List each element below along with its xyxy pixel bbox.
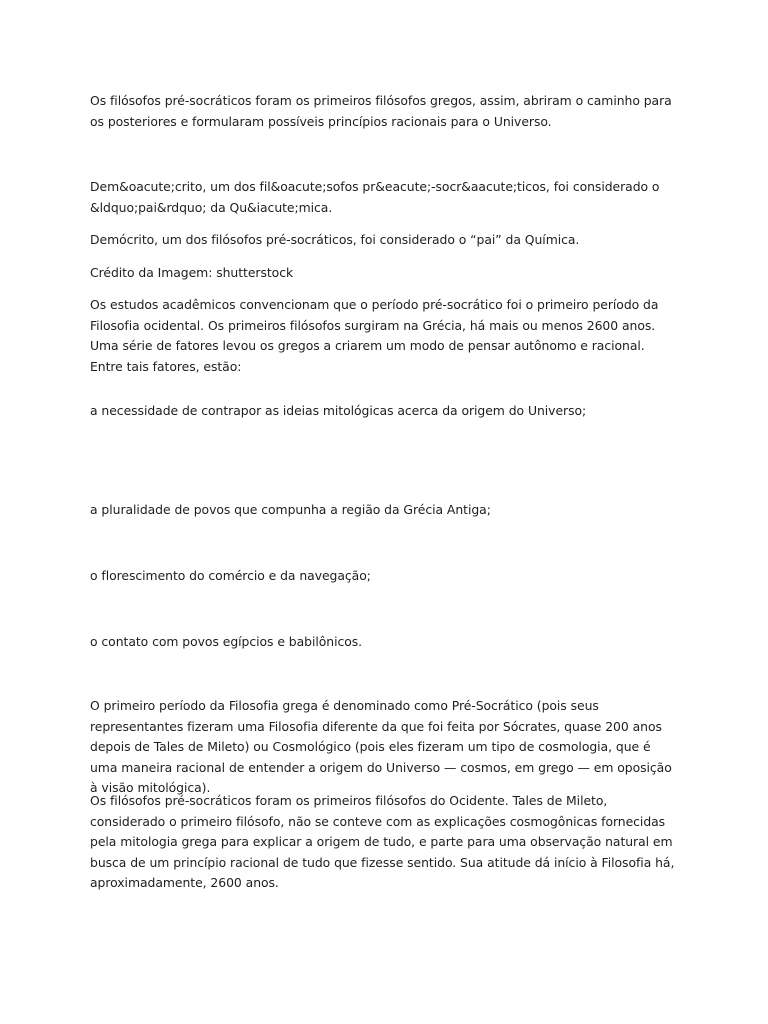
image-credit: Crédito da Imagem: shutterstock bbox=[90, 265, 294, 280]
studies-paragraph: Os estudos acadêmicos convencionam que o período pré-socrático foi o primeiro período da Filosofia ocidental. Os primeiros filósofos surgiram na Grécia, há mais ou menos 2600 anos. Uma série de fatores levou os gregos a criarem um modo de pensar autônomo e racional. Entre tais fatores, estão: bbox=[90, 297, 659, 374]
first-period-paragraph: O primeiro período da Filosofia grega é denominado como Pré-Socrático (pois seus representantes fizeram uma Filosofia diferente da que foi feita por Sócrates, quase 200 anos depois de Tales de Mileto) ou Cosmológico (pois eles fizeram um tipo de cosmologia, que é uma maneira racional de entender a origem do Universo — cosmos, em grego — em oposição à visão mitológica). bbox=[90, 698, 672, 795]
factor-item: a necessidade de contrapor as ideias mitológicas acerca da origem do Universo; bbox=[90, 403, 587, 418]
encoded-caption-paragraph: Dem&oacute;crito, um dos fil&oacute;sofos pr&eacute;-socr&aacute;ticos, foi considerado o &ldquo;pai&rdquo; da Qu&iacute;mica. bbox=[90, 179, 660, 215]
image-caption: Demócrito, um dos filósofos pré-socráticos, foi considerado o “pai” da Química. bbox=[90, 232, 580, 247]
factor-item: o contato com povos egípcios e babilônicos. bbox=[90, 634, 363, 649]
intro-paragraph: Os filósofos pré-socráticos foram os primeiros filósofos gregos, assim, abriram o caminho para os posteriores e formularam possíveis princípios racionais para o Universo. bbox=[90, 93, 672, 129]
factor-item: o florescimento do comércio e da navegação; bbox=[90, 568, 371, 583]
factor-item: a pluralidade de povos que compunha a região da Grécia Antiga; bbox=[90, 502, 491, 517]
first-philosophers-paragraph: Os filósofos pré-socráticos foram os primeiros filósofos do Ocidente. Tales de Mileto, considerado o primeiro filósofo, não se conteve com as explicações cosmogônicas fornecidas pela mitologia grega para explicar a origem de tudo, e parte para uma observação natural em busca de um princípio racional de tudo que fizesse sentido. Sua atitude dá início à Filosofia há, aproximadamente, 2600 anos. bbox=[90, 793, 675, 890]
